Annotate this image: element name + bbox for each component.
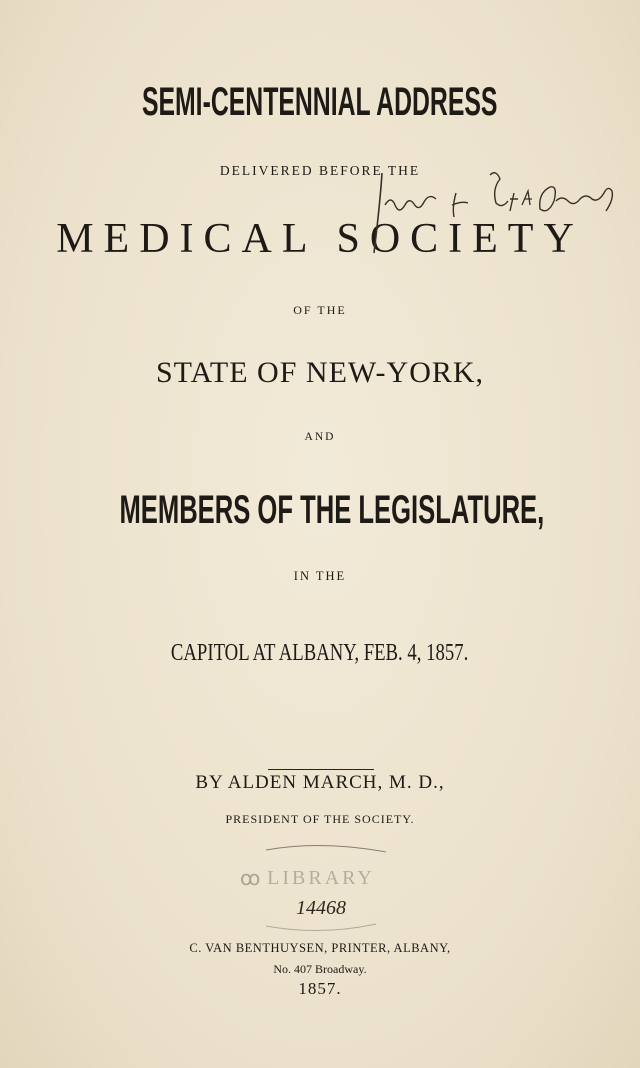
members-heading: [0, 486, 640, 533]
stamp-number-text: 14468: [296, 897, 346, 919]
of-the-line: OF THE: [293, 303, 347, 317]
handwritten-annotation: [360, 165, 640, 255]
author-title: PRESIDENT OF THE SOCIETY.: [225, 812, 415, 826]
printer-address: No. 407 Broadway.: [273, 962, 367, 976]
in-the-line: IN THE: [293, 569, 347, 583]
stamp-library-text: LIBRARY: [267, 867, 375, 889]
library-stamp: [226, 840, 416, 935]
medical-society-heading: MEDICAL SOCIETY: [56, 216, 584, 262]
and-line: AND: [304, 431, 336, 443]
capitol-date-line: [0, 640, 640, 667]
state-heading: STATE OF NEW-YORK,: [155, 356, 485, 389]
author-byline: BY ALDEN MARCH, M. D.,: [195, 772, 445, 793]
delivered-before-line: DELIVERED BEFORE THE: [219, 163, 421, 178]
main-title: [0, 78, 640, 125]
printer-line: C. VAN BENTHUYSEN, PRINTER, ALBANY,: [189, 941, 451, 955]
divider-rule: [268, 769, 374, 770]
capitol-date-text: CAPITOL AT ALBANY, FEB. 4, 1857.: [171, 640, 469, 666]
svg-text:ꝏ: ꝏ: [240, 868, 261, 890]
publication-year: 1857.: [298, 979, 342, 998]
main-title-text: SEMI-CENTENNIAL ADDRESS: [142, 80, 498, 124]
members-heading-text: MEMBERS OF THE LEGISLATURE,: [119, 488, 545, 532]
